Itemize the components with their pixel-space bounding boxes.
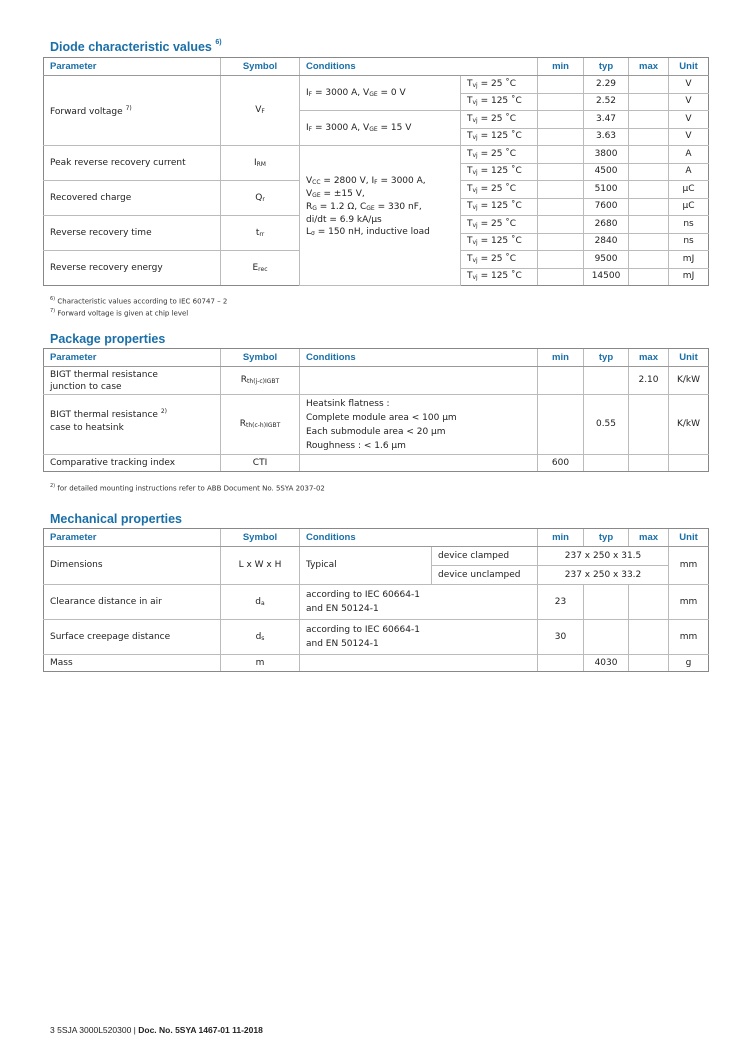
max-cell bbox=[629, 146, 669, 164]
typ-cell bbox=[584, 620, 629, 655]
symbol-cti: CTI bbox=[221, 455, 300, 472]
max-cell bbox=[629, 181, 669, 199]
typ-value: 2.29 bbox=[584, 76, 629, 94]
min-value: 23 bbox=[538, 585, 584, 620]
cond-tvj-125: $T_{vj} = 125$ ˚C bbox=[461, 233, 538, 251]
typ-cell bbox=[584, 367, 629, 395]
min-cell bbox=[538, 198, 584, 216]
unit-value: V bbox=[669, 93, 709, 111]
param-mass: Mass bbox=[44, 655, 221, 672]
table-row bbox=[44, 395, 709, 455]
max-cell bbox=[629, 233, 669, 251]
typ-value: 4030 bbox=[584, 655, 629, 672]
min-cell bbox=[538, 93, 584, 111]
cond-cell bbox=[300, 655, 538, 672]
cond-heatsink: Heatsink flatness : Complete module area < 100 µm Each submodule area < 20 µm Roughness : < 1.6 µm bbox=[300, 395, 538, 455]
cond-tvj-125: $T_{vj} = 125$ ˚C bbox=[461, 163, 538, 181]
col-min: min bbox=[538, 349, 584, 367]
max-cell bbox=[629, 251, 669, 269]
col-max: max bbox=[629, 349, 669, 367]
symbol-qr: $Q_r$ bbox=[221, 181, 300, 216]
col-typ: typ bbox=[584, 58, 629, 76]
col-symbol: Symbol bbox=[221, 58, 300, 76]
max-cell bbox=[629, 655, 669, 672]
max-cell bbox=[629, 455, 669, 472]
cond-tvj-25: $T_{vj} = 25$ ˚C bbox=[461, 216, 538, 234]
min-cell bbox=[538, 367, 584, 395]
min-cell bbox=[538, 655, 584, 672]
symbol-m: m bbox=[221, 655, 300, 672]
unit-value: ns bbox=[669, 233, 709, 251]
min-cell bbox=[538, 268, 584, 286]
unit-value: mm bbox=[669, 585, 709, 620]
diode-table bbox=[43, 57, 709, 286]
cond-tvj-25: $T_{vj} = 25$ ˚C bbox=[461, 181, 538, 199]
min-cell bbox=[538, 128, 584, 146]
dimensions-unclamped-value: 237 x 250 x 33.2 bbox=[538, 566, 669, 585]
cond-vge-15v: $I_F = 3000$ A, $V_{GE} = 15$ V bbox=[300, 111, 461, 146]
param-clearance-distance: Clearance distance in air bbox=[44, 585, 221, 620]
min-cell bbox=[538, 395, 584, 455]
min-cell bbox=[538, 233, 584, 251]
col-parameter: Parameter bbox=[44, 58, 221, 76]
diode-section-title: Diode characteristic values $^{6)}$ bbox=[50, 39, 222, 54]
footnote-6: $^{6)}$ Characteristic values according to IEC 60747 – 2 bbox=[50, 296, 228, 306]
param-forward-voltage: Forward voltage $^{7)}$ bbox=[44, 76, 221, 146]
cond-tvj-25: $T_{vj} = 25$ ˚C bbox=[461, 76, 538, 94]
min-value: 600 bbox=[538, 455, 584, 472]
table-row bbox=[44, 455, 709, 472]
unit-value: K/kW bbox=[669, 367, 709, 395]
typ-value: 0.55 bbox=[584, 395, 629, 455]
cond-tvj-25: $T_{vj} = 25$ ˚C bbox=[461, 146, 538, 164]
max-cell bbox=[629, 620, 669, 655]
table-row bbox=[44, 76, 709, 94]
typ-value: 2.52 bbox=[584, 93, 629, 111]
unit-value: K/kW bbox=[669, 395, 709, 455]
cond-tvj-125: $T_{vj} = 125$ ˚C bbox=[461, 128, 538, 146]
typ-value: 3.47 bbox=[584, 111, 629, 129]
col-max: max bbox=[629, 529, 669, 547]
min-cell bbox=[538, 76, 584, 94]
footnote-2: $^{2)}$ for detailed mounting instructions refer to ABB Document No. 5SYA 2037-02 bbox=[50, 483, 325, 493]
symbol-vf: $V_F$ bbox=[221, 76, 300, 146]
col-conditions: Conditions bbox=[300, 529, 538, 547]
col-unit: Unit bbox=[669, 529, 709, 547]
param-thermal-resistance-ch: BIGT thermal resistance $^{2)}$ case to heatsink bbox=[44, 395, 221, 455]
col-symbol: Symbol bbox=[221, 349, 300, 367]
col-typ: typ bbox=[584, 529, 629, 547]
unit-value: A bbox=[669, 163, 709, 181]
table-row bbox=[44, 585, 709, 620]
package-table bbox=[43, 348, 709, 472]
symbol-da: $d_a$ bbox=[221, 585, 300, 620]
cond-vge-0v: $I_F = 3000$ A, $V_{GE} = 0$ V bbox=[300, 76, 461, 111]
max-value: 2.10 bbox=[629, 367, 669, 395]
unit-value: mm bbox=[669, 547, 709, 585]
col-max: max bbox=[629, 58, 669, 76]
unit-value: mJ bbox=[669, 268, 709, 286]
cond-tvj-25: $T_{vj} = 25$ ˚C bbox=[461, 251, 538, 269]
min-cell bbox=[538, 181, 584, 199]
cond-tvj-25: $T_{vj} = 25$ ˚C bbox=[461, 111, 538, 129]
unit-value: g bbox=[669, 655, 709, 672]
cond-tvj-125: $T_{vj} = 125$ ˚C bbox=[461, 268, 538, 286]
col-parameter: Parameter bbox=[44, 349, 221, 367]
max-cell bbox=[629, 93, 669, 111]
symbol-erec: $E_{rec}$ bbox=[221, 251, 300, 286]
table-header-row bbox=[44, 58, 709, 76]
table-header-row bbox=[44, 349, 709, 367]
col-min: min bbox=[538, 58, 584, 76]
max-cell bbox=[629, 163, 669, 181]
max-cell bbox=[629, 128, 669, 146]
typ-value: 3800 bbox=[584, 146, 629, 164]
max-cell bbox=[629, 198, 669, 216]
mechanical-table bbox=[43, 528, 709, 672]
cond-tvj-125: $T_{vj} = 125$ ˚C bbox=[461, 93, 538, 111]
max-cell bbox=[629, 111, 669, 129]
max-cell bbox=[629, 76, 669, 94]
unit-value: mm bbox=[669, 620, 709, 655]
cond-cell bbox=[300, 367, 538, 395]
mechanical-section-title: Mechanical properties bbox=[50, 512, 182, 526]
symbol-ds: $d_s$ bbox=[221, 620, 300, 655]
diode-footnotes bbox=[50, 295, 227, 319]
typ-cell bbox=[584, 455, 629, 472]
min-cell bbox=[538, 216, 584, 234]
min-value: 30 bbox=[538, 620, 584, 655]
cond-typical: Typical bbox=[300, 547, 432, 585]
table-row bbox=[44, 655, 709, 672]
max-cell bbox=[629, 585, 669, 620]
param-reverse-recovery-time: Reverse recovery time bbox=[44, 216, 221, 251]
param-peak-reverse-recovery-current: Peak reverse recovery current bbox=[44, 146, 221, 181]
cond-cell bbox=[300, 455, 538, 472]
param-creepage-distance: Surface creepage distance bbox=[44, 620, 221, 655]
page-footer: 3 5SJA 3000L520300 | Doc. No. 5SYA 1467-01 11-2018 bbox=[50, 1025, 263, 1035]
param-thermal-resistance-jc: BIGT thermal resistance junction to case bbox=[44, 367, 221, 395]
typ-value: 2840 bbox=[584, 233, 629, 251]
min-cell bbox=[538, 146, 584, 164]
unit-value: V bbox=[669, 128, 709, 146]
typ-value: 7600 bbox=[584, 198, 629, 216]
symbol-lwh: L x W x H bbox=[221, 547, 300, 585]
cond-switching: $V_{CC} = 2800$ V, $I_F = 3000$ A, $V_{GE} = \pm 15$ V, $R_G = 1.2$ Ω, $C_{GE} = 330$ nF, di/dt = 6.9 kA/µs $L_\sigma = 150$ nH, inductive load bbox=[300, 146, 461, 286]
col-typ: typ bbox=[584, 349, 629, 367]
package-section-title: Package properties bbox=[50, 332, 166, 346]
col-unit: Unit bbox=[669, 349, 709, 367]
param-dimensions: Dimensions bbox=[44, 547, 221, 585]
unit-value: A bbox=[669, 146, 709, 164]
param-recovered-charge: Recovered charge bbox=[44, 181, 221, 216]
table-row bbox=[44, 620, 709, 655]
cond-device-unclamped: device unclamped bbox=[432, 566, 538, 585]
min-cell bbox=[538, 163, 584, 181]
symbol-irm: $I_{RM}$ bbox=[221, 146, 300, 181]
unit-value: V bbox=[669, 76, 709, 94]
typ-value: 9500 bbox=[584, 251, 629, 269]
cond-clearance: according to IEC 60664-1 and EN 50124-1 bbox=[300, 585, 538, 620]
unit-value: µC bbox=[669, 198, 709, 216]
table-row bbox=[44, 146, 709, 164]
max-cell bbox=[629, 395, 669, 455]
col-conditions: Conditions bbox=[300, 349, 538, 367]
col-unit: Unit bbox=[669, 58, 709, 76]
cond-creepage: according to IEC 60664-1 and EN 50124-1 bbox=[300, 620, 538, 655]
param-reverse-recovery-energy: Reverse recovery energy bbox=[44, 251, 221, 286]
col-min: min bbox=[538, 529, 584, 547]
unit-cell bbox=[669, 455, 709, 472]
typ-cell bbox=[584, 585, 629, 620]
param-cti: Comparative tracking index bbox=[44, 455, 221, 472]
table-row bbox=[44, 367, 709, 395]
col-parameter: Parameter bbox=[44, 529, 221, 547]
symbol-rth-jc: $R_{th(j-c)IGBT}$ bbox=[221, 367, 300, 395]
col-symbol: Symbol bbox=[221, 529, 300, 547]
table-header-row bbox=[44, 529, 709, 547]
max-cell bbox=[629, 216, 669, 234]
min-cell bbox=[538, 111, 584, 129]
unit-value: ns bbox=[669, 216, 709, 234]
cond-tvj-125: $T_{vj} = 125$ ˚C bbox=[461, 198, 538, 216]
unit-value: V bbox=[669, 111, 709, 129]
typ-value: 3.63 bbox=[584, 128, 629, 146]
footnote-7: $^{7)}$ Forward voltage is given at chip level bbox=[50, 307, 189, 318]
typ-value: 2680 bbox=[584, 216, 629, 234]
unit-value: mJ bbox=[669, 251, 709, 269]
unit-value: µC bbox=[669, 181, 709, 199]
min-cell bbox=[538, 251, 584, 269]
typ-value: 5100 bbox=[584, 181, 629, 199]
col-conditions: Conditions bbox=[300, 58, 538, 76]
symbol-trr: $t_{rr}$ bbox=[221, 216, 300, 251]
typ-value: 14500 bbox=[584, 268, 629, 286]
symbol-rth-ch: $R_{th(c-h)IGBT}$ bbox=[221, 395, 300, 455]
max-cell bbox=[629, 268, 669, 286]
table-row bbox=[44, 547, 709, 566]
cond-device-clamped: device clamped bbox=[432, 547, 538, 566]
typ-value: 4500 bbox=[584, 163, 629, 181]
dimensions-clamped-value: 237 x 250 x 31.5 bbox=[538, 547, 669, 566]
